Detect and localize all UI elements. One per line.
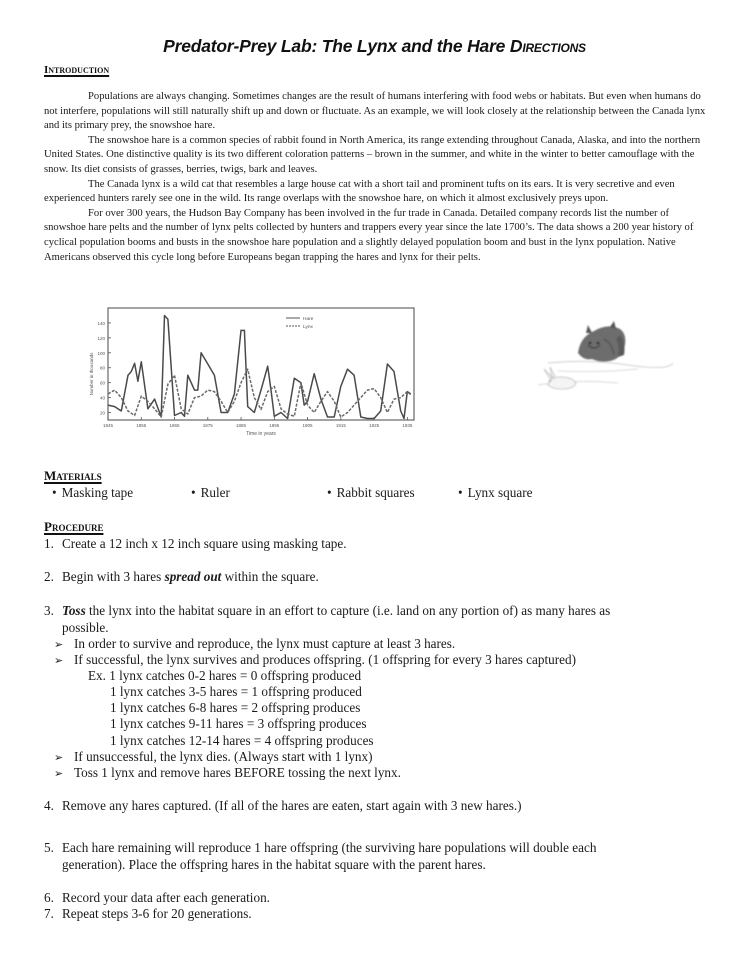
step-text: Remove any hares captured. (If all of the hares are eaten, start again with 3 new hares.) bbox=[62, 798, 522, 813]
x-tick-label: 1845 bbox=[102, 423, 114, 428]
x-tick-label: 1905 bbox=[302, 423, 313, 428]
procedure-step-7 bbox=[44, 906, 734, 923]
y-axis-label: Number in thousands bbox=[89, 352, 94, 396]
material-item bbox=[191, 485, 230, 501]
step-number: 2. bbox=[44, 569, 54, 584]
material-label: Lynx square bbox=[467, 485, 533, 500]
step-text: Begin with 3 hares bbox=[62, 569, 165, 584]
y-tick-label: 60 bbox=[99, 380, 105, 386]
step-number: 7. bbox=[44, 906, 54, 921]
step-text: Record your data after each generation. bbox=[62, 890, 270, 905]
step-text: Repeat steps 3-6 for 20 generations. bbox=[62, 906, 252, 921]
material-label: Masking tape bbox=[61, 485, 134, 500]
x-tick-label: 1865 bbox=[169, 423, 180, 428]
example-line: 1 lynx catches 6-8 hares = 2 offspring produces bbox=[110, 700, 361, 715]
arrow-bullet-icon: ➢ bbox=[54, 751, 64, 764]
lynx-chasing-hare-icon bbox=[528, 315, 688, 405]
step-number: 1. bbox=[44, 536, 54, 551]
step-number: 3. bbox=[44, 603, 54, 618]
bullet-text: In order to survive and reproduce, the lynx must capture at least 3 hares. bbox=[74, 636, 456, 651]
material-label: Rabbit squares bbox=[336, 485, 415, 500]
legend-label: Lynx bbox=[303, 324, 313, 330]
bullet-icon: • bbox=[458, 485, 463, 500]
x-tick-label: 1885 bbox=[236, 423, 247, 428]
legend-label: Hare bbox=[303, 316, 314, 322]
x-axis-label: Time in years bbox=[246, 431, 276, 437]
step3-bullet bbox=[54, 765, 401, 783]
materials-list bbox=[50, 485, 730, 503]
example-line: 1 lynx catches 12-14 hares = 4 offspring produces bbox=[110, 733, 374, 748]
step-text: Create a 12 inch x 12 inch square using masking tape. bbox=[62, 536, 347, 551]
step-emphasis: spread out bbox=[164, 569, 222, 584]
x-tick-label: 1935 bbox=[402, 423, 413, 428]
step-continuation: possible. bbox=[62, 619, 109, 635]
procedure-step-5 bbox=[44, 840, 734, 873]
example-line: 1 lynx catches 3-5 hares = 1 offspring produced bbox=[110, 684, 362, 699]
step-number: 5. bbox=[44, 840, 54, 855]
example-line: Ex. 1 lynx catches 0-2 hares = 0 offspring produced bbox=[88, 668, 362, 683]
y-tick-label: 100 bbox=[97, 350, 105, 356]
material-item bbox=[327, 485, 415, 501]
step-number: 4. bbox=[44, 798, 54, 813]
intro-paragraph: Populations are always changing. Sometimes changes are the result of humans interfering with food webs or habitats. But even when humans do not interfere, populations will still naturally shift up and down or fluctuate. As an example, we will look closely at the relationship between the Canada lynx and its primary prey, the snowshoe hare. bbox=[44, 91, 706, 132]
step3-bullet bbox=[54, 636, 455, 654]
intro-paragraph: For over 300 years, the Hudson Bay Company has been involved in the fur trade in Canada. Detailed company records list the number of snowshoe hare pelts and the number of lynx pelts collected by hunters and trappers every year since the late 1700’s. The data shows a 200 year history of cyclical population booms and busts in the snowshoe hare population and a slightly delayed population boom and bust in the lynx population. Native Americans observed this cycle long before Europeans began trapping the hares and lynx for their pelts. bbox=[44, 207, 694, 263]
step-emphasis: Toss bbox=[62, 603, 86, 618]
step-text: within the square. bbox=[221, 569, 319, 584]
materials-heading: Materials bbox=[44, 468, 102, 483]
material-label: Ruler bbox=[200, 485, 230, 500]
lynx-hare-illustration bbox=[528, 315, 688, 405]
procedure-step-3 bbox=[44, 603, 734, 636]
bullet-icon: • bbox=[52, 485, 57, 500]
intro-paragraph: The Canada lynx is a wild cat that resembles a large house cat with a short tail and prominent tufts on its ears. It is very secretive and even experienced hunters rarely see one in the wild. Its range overlaps with the snowshoe hare, on which it almost exclusively preys upon. bbox=[44, 178, 675, 205]
introduction-heading: Introduction bbox=[44, 64, 110, 76]
procedure-step-2 bbox=[44, 569, 734, 586]
bullet-icon: • bbox=[327, 485, 332, 500]
procedure-step-6 bbox=[44, 890, 734, 907]
document-title bbox=[0, 36, 749, 57]
x-tick-label: 1875 bbox=[202, 423, 213, 428]
x-tick-label: 1895 bbox=[269, 423, 280, 428]
procedure-step-1 bbox=[44, 536, 734, 553]
material-item bbox=[52, 485, 133, 501]
step-text: Each hare remaining will reproduce 1 hare offspring (the surviving hare populations will double each bbox=[62, 840, 597, 855]
intro-paragraph: The snowshoe hare is a common species of rabbit found in North America, its range extending throughout Canada, Alaska, and into the northern United States. One distinctive quality is its two different coloration patterns – brown in the summer, and white in the winter to better camouflage with the snow. Its diet consists of grasses, berries, twigs, bark and leaves. bbox=[44, 134, 701, 175]
arrow-bullet-icon: ➢ bbox=[54, 654, 64, 667]
bullet-text: Toss 1 lynx and remove hares BEFORE tossing the next lynx. bbox=[74, 765, 401, 780]
title-main: Predator-Prey Lab: The Lynx and the Hare bbox=[163, 36, 510, 56]
step3-bullet bbox=[54, 652, 576, 670]
step-number: 6. bbox=[44, 890, 54, 905]
arrow-bullet-icon: ➢ bbox=[54, 638, 64, 651]
x-tick-label: 1925 bbox=[369, 423, 380, 428]
y-tick-label: 20 bbox=[99, 410, 105, 416]
bullet-text: If unsuccessful, the lynx dies. (Always start with 1 lynx) bbox=[74, 749, 373, 764]
plot-area bbox=[108, 308, 414, 420]
y-tick-label: 80 bbox=[99, 365, 105, 371]
procedure-step-4 bbox=[44, 798, 734, 815]
material-item bbox=[458, 485, 532, 501]
step-text: the lynx into the habitat square in an effort to capture (i.e. land on any portion of) as many hares as bbox=[85, 603, 611, 618]
bullet-text: If successful, the lynx survives and produces offspring. (1 offspring for every 3 hares captured) bbox=[74, 652, 576, 667]
step-continuation: generation). Place the offspring hares in the habitat square with the parent hares. bbox=[62, 856, 486, 872]
y-tick-label: 140 bbox=[97, 320, 105, 326]
step3-bullet bbox=[54, 749, 373, 767]
procedure-heading: Procedure bbox=[44, 519, 104, 534]
arrow-bullet-icon: ➢ bbox=[54, 767, 64, 780]
population-line-chart bbox=[86, 306, 422, 440]
y-tick-label: 40 bbox=[99, 395, 105, 401]
title-suffix: Directions bbox=[509, 36, 586, 56]
example-line: 1 lynx catches 9-11 hares = 3 offspring produces bbox=[110, 716, 367, 731]
x-tick-label: 1855 bbox=[136, 423, 147, 428]
hare-lynx-population-chart bbox=[86, 306, 422, 440]
y-tick-label: 120 bbox=[97, 335, 105, 341]
introduction-text bbox=[44, 90, 708, 265]
x-tick-label: 1915 bbox=[335, 423, 346, 428]
bullet-icon: • bbox=[191, 485, 196, 500]
